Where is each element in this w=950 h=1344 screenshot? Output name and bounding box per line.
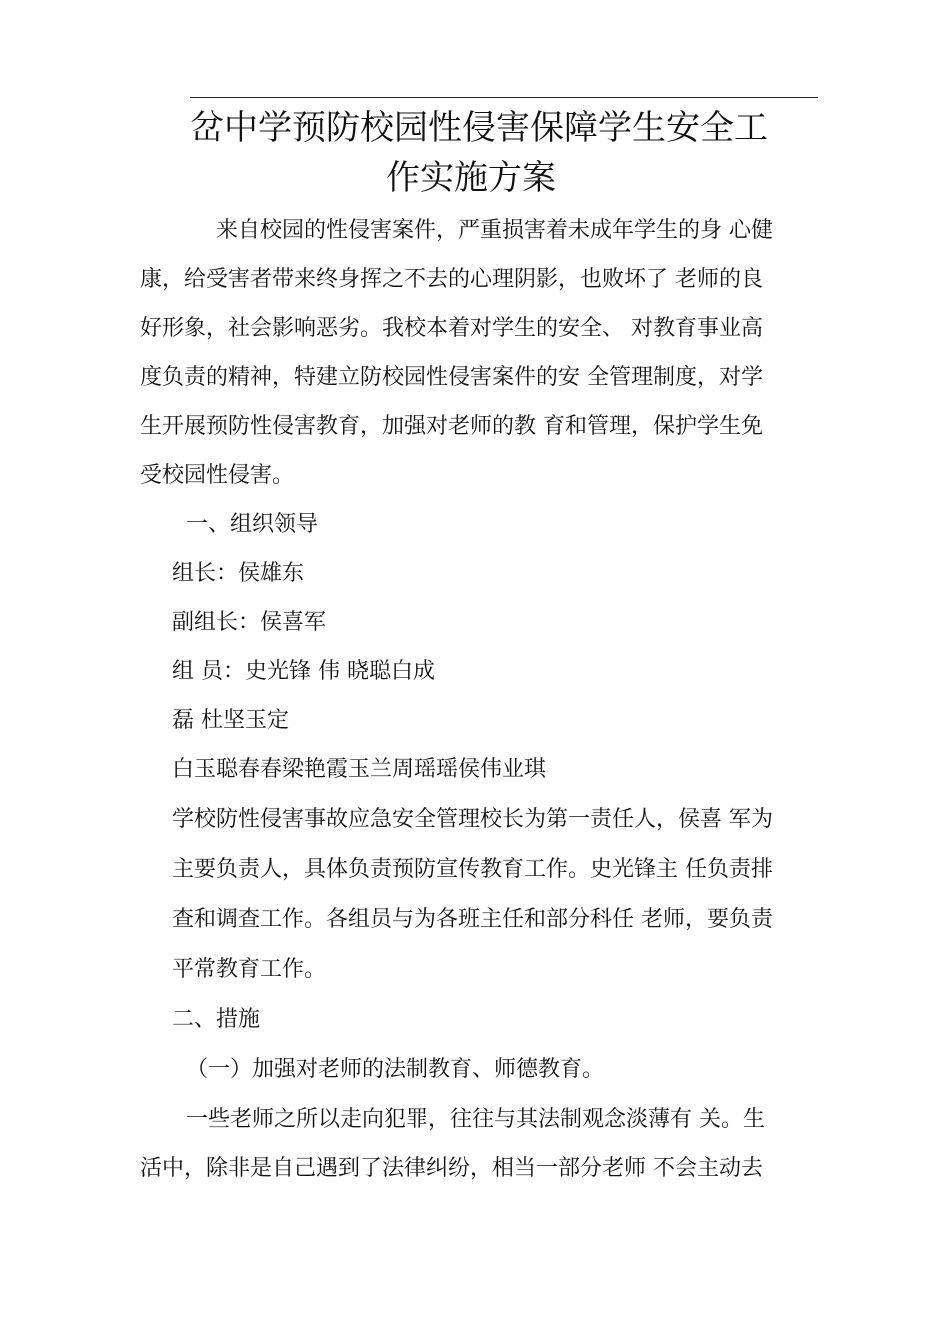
intro-line-3: 好形象，社会影响恶劣。我校本着对学生的安全、 对教育事业高 [140, 316, 763, 341]
duty-line-2: 主要负责人，具体负责预防宣传教育工作。史光锋主 任负责排 [172, 857, 773, 882]
header-rule [190, 97, 818, 98]
subsection-1-heading: （一）加强对老师的法制教育、师德教育。 [186, 1057, 605, 1082]
intro-line-6: 受校园性侵害。 [140, 463, 295, 488]
intro-line-1: 来自校园的性侵害案件，严重损害着未成年学生的身 心健 [216, 218, 773, 243]
members-line-1: 组 员：史光锋 伟 晓聪白成 [172, 659, 435, 684]
intro-line-2: 康，给受害者带来终身挥之不去的心理阴影，也败坏了 老师的良 [140, 267, 763, 292]
section-2-heading: 二、措施 [172, 1007, 261, 1032]
intro-line-5: 生开展预防性侵害教育，加强对老师的教 育和管理，保护学生免 [140, 414, 763, 439]
members-line-2: 磊 杜坚玉定 [172, 708, 289, 733]
document-title-line-1: 岔中学预防校园性侵害保障学生安全工 [190, 108, 768, 148]
intro-line-4: 度负责的精神，特建立防校园性侵害案件的安 全管理制度，对学 [140, 365, 763, 390]
duty-line-1: 学校防性侵害事故应急安全管理校长为第一责任人，侯喜 军为 [172, 807, 773, 832]
body-line-1: 一些老师之所以走向犯罪，往往与其法制观念淡薄有 关。生 [186, 1107, 765, 1132]
body-line-2: 活中，除非是自己遇到了法律纠纷，相当一部分老师 不会主动去 [140, 1156, 763, 1181]
document-title-line-2: 作实施方案 [386, 158, 556, 198]
members-line-3: 白玉聪春春梁艳霞玉兰周瑶瑶侯伟业琪 [172, 757, 547, 782]
leader-line: 组长：侯雄东 [172, 561, 305, 586]
section-1-heading: 一、组织领导 [186, 512, 319, 537]
duty-line-3: 查和调查工作。各组员与为各班主任和部分科任 老师，要负责 [172, 907, 773, 932]
duty-line-4: 平常教育工作。 [172, 957, 327, 982]
deputy-leader-line: 副组长：侯喜军 [172, 610, 327, 635]
